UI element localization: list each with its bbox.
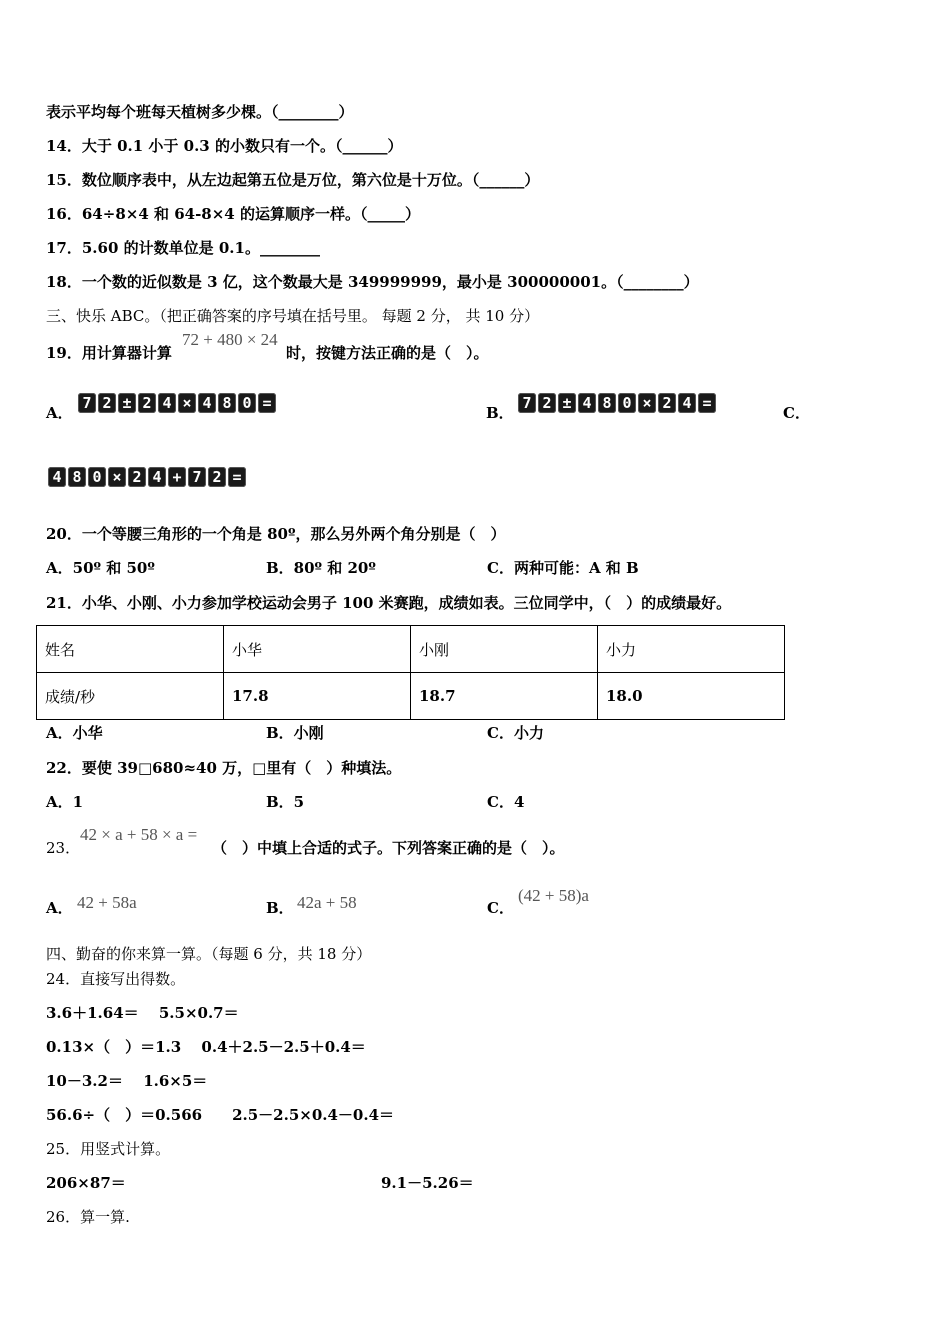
q23-option-b-label: B． (266, 899, 294, 917)
q26-stem: 26．算一算. (46, 1208, 130, 1226)
calculator-key: 8 (598, 393, 616, 413)
table-row (37, 673, 785, 720)
table-cell: 18.7 (411, 673, 598, 720)
calculator-key: 4 (578, 393, 596, 413)
calculator-key: 2 (538, 393, 556, 413)
section-4-heading: 四、勤奋的你来算一算。（每题 6 分，共 18 分） (46, 945, 372, 963)
calculator-key: 0 (618, 393, 636, 413)
table-header-cell: 小力 (598, 626, 785, 673)
q24-row-1: 3.6＋1.64＝ 5.5×0.7＝ (46, 1004, 239, 1022)
q23-option-c-expr: (42 + 58)a (518, 886, 589, 905)
q15: 15．数位顺序表中，从左边起第五位是万位，第六位是十万位。（______） (46, 171, 540, 189)
calculator-key: = (698, 393, 716, 413)
calculator-key: 4 (678, 393, 696, 413)
q14: 14．大于 0.1 小于 0.3 的小数只有一个。（______） (46, 137, 403, 155)
q19-stem-post: 时，按键方法正确的是（ ）。 (286, 344, 489, 362)
table-row (37, 626, 785, 673)
calculator-key: 0 (238, 393, 256, 413)
q22-option-a: A．1 (46, 793, 84, 811)
q22-option-c: C．4 (487, 793, 525, 811)
q18: 18．一个数的近似数是 3 亿，这个数最大是 349999999，最小是 300000001。（________） (46, 273, 699, 291)
q24-row-2: 0.13×（ ）＝1.3 0.4＋2.5－2.5＋0.4＝ (46, 1038, 366, 1056)
table-header-cell: 小华 (224, 626, 411, 673)
calculator-key: + (168, 467, 186, 487)
q23-option-c-label: C． (487, 899, 514, 917)
q25-left: 206×87＝ (46, 1174, 126, 1192)
calculator-key: = (258, 393, 276, 413)
calculator-key: × (178, 393, 196, 413)
q24-row-4: 56.6÷（ ）＝0.566 2.5－2.5×0.4－0.4＝ (46, 1106, 395, 1124)
q13-tail: 表示平均每个班每天植树多少棵。（________） (46, 103, 354, 121)
q21-option-b: B．小刚 (266, 724, 324, 742)
calculator-key: 7 (518, 393, 536, 413)
q24-stem: 24．直接写出得数。 (46, 970, 186, 988)
q20-stem: 20．一个等腰三角形的一个角是 80º，那么另外两个角分别是（ ） (46, 525, 506, 543)
calculator-key: 4 (148, 467, 166, 487)
q23-stem: （ ）中填上合适的式子。下列答案正确的是（ ）。 (212, 839, 565, 857)
calculator-key: 4 (198, 393, 216, 413)
calculator-key: ± (558, 393, 576, 413)
table-header-cell: 姓名 (37, 626, 224, 673)
calculator-key: 8 (68, 467, 86, 487)
q23-expression: 42 × a + 58 × a = (80, 825, 198, 844)
q19-option-b-label: B． (486, 404, 514, 422)
q19-expression: 72 + 480 × 24 (182, 330, 278, 349)
q19-stem-pre: 19．用计算器计算 (46, 344, 172, 362)
calculator-key: 7 (188, 467, 206, 487)
q21-option-a: A．小华 (46, 724, 103, 742)
calculator-key: 7 (78, 393, 96, 413)
q16: 16．64÷8×4 和 64-8×4 的运算顺序一样。（_____） (46, 205, 420, 223)
q24-row-3: 10－3.2＝ 1.6×5＝ (46, 1072, 208, 1090)
q17: 17．5.60 的计数单位是 0.1。________ (46, 239, 320, 257)
q21-stem: 21．小华、小刚、小力参加学校运动会男子 100 米赛跑，成绩如表。三位同学中，（ ）的成绩最好。 (46, 594, 732, 612)
q19-option-a-keys (78, 393, 276, 413)
q21-option-c: C．小力 (487, 724, 544, 742)
q20-option-c: C．两种可能：A 和 B (487, 559, 639, 577)
q20-option-a: A．50º 和 50º (46, 559, 155, 577)
calculator-key: = (228, 467, 246, 487)
q25-stem: 25．用竖式计算。 (46, 1140, 171, 1158)
calculator-key: 2 (98, 393, 116, 413)
q19-option-c-keys (48, 467, 246, 487)
q23-number: 23． (46, 839, 81, 857)
table-header-cell: 小刚 (411, 626, 598, 673)
q19-option-b-keys (518, 393, 716, 413)
calculator-key: ± (118, 393, 136, 413)
calculator-key: 4 (158, 393, 176, 413)
calculator-key: 4 (48, 467, 66, 487)
calculator-key: 2 (128, 467, 146, 487)
q25-right: 9.1－5.26＝ (381, 1174, 474, 1192)
q19-option-a-label: A． (46, 404, 73, 422)
calculator-key: × (108, 467, 126, 487)
table-cell: 17.8 (224, 673, 411, 720)
calculator-key: × (638, 393, 656, 413)
q23-option-a-expr: 42 + 58a (77, 893, 137, 912)
calculator-key: 2 (208, 467, 226, 487)
score-table (36, 625, 785, 720)
q19-option-c-label: C． (783, 404, 810, 422)
table-cell: 成绩/秒 (37, 673, 224, 720)
q23-option-a-label: A． (46, 899, 73, 917)
calculator-key: 2 (138, 393, 156, 413)
table-cell: 18.0 (598, 673, 785, 720)
q20-option-b: B．80º 和 20º (266, 559, 376, 577)
section-3-heading: 三、快乐 ABC。（把正确答案的序号填在括号里。 每题 2 分， 共 10 分） (46, 307, 540, 325)
calculator-key: 8 (218, 393, 236, 413)
q23-option-b-expr: 42a + 58 (297, 893, 357, 912)
calculator-key: 0 (88, 467, 106, 487)
q22-stem: 22．要使 39□680≈40 万，□里有（ ）种填法。 (46, 759, 402, 777)
q22-option-b: B．5 (266, 793, 305, 811)
calculator-key: 2 (658, 393, 676, 413)
